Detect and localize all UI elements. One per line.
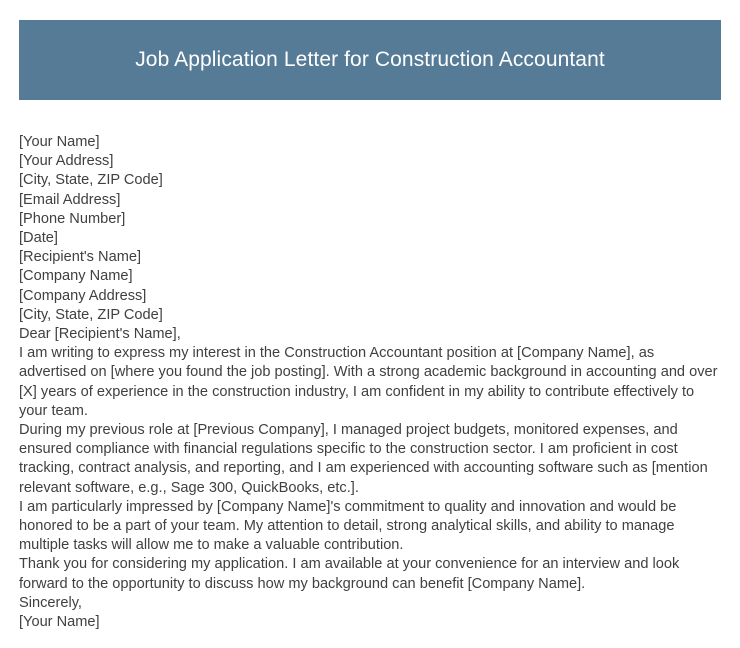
closing-salutation: Sincerely, xyxy=(19,594,82,611)
letter-body xyxy=(19,133,719,632)
letter-paragraph-3: I am particularly impressed by [Company Name]'s commitment to quality and innovation and would be honored to be a part of your team. My attention to detail, strong analytical skills, and ability to manage multiple tasks will allow me to make a valuable contribution. xyxy=(19,498,677,554)
sender-line-phone: [Phone Number] xyxy=(19,210,126,227)
signature-name: [Your Name] xyxy=(19,614,100,631)
sender-line-name: [Your Name] xyxy=(19,134,100,150)
sender-line-date: [Date] xyxy=(19,230,58,247)
signature-block xyxy=(19,594,719,632)
sender-line-city: [City, State, ZIP Code] xyxy=(19,172,163,189)
recipient-line-name: [Recipient's Name] xyxy=(19,249,142,266)
sender-address-block xyxy=(19,133,719,248)
recipient-line-address: [Company Address] xyxy=(19,287,147,304)
recipient-line-company: [Company Name] xyxy=(19,268,133,285)
letter-paragraph-1: I am writing to express my interest in the Construction Accountant position at [Company Name], as advertised on [where you found the job posting]. With a strong academic background in accounting and over [X] years of experience in the construction industry, I am confident in my ability to contribute effectively to your team. xyxy=(19,345,718,419)
sender-line-address: [Your Address] xyxy=(19,153,114,170)
letter-paragraph-2: During my previous role at [Previous Company], I managed project budgets, monitored expenses, and ensured compliance with financial regulations specific to the construction sector. I am proficient in cost tracking, contract analysis, and reporting, and I am experienced with accounting software such as [mention relevant software, e.g., Sage 300, QuickBooks, etc.]. xyxy=(19,422,708,496)
sender-line-email: [Email Address] xyxy=(19,191,121,208)
recipient-line-city: [City, State, ZIP Code] xyxy=(19,306,163,323)
salutation: Dear [Recipient's Name], xyxy=(19,326,181,343)
page-title: Job Application Letter for Construction Accountant xyxy=(135,48,605,71)
letter-paragraph-4: Thank you for considering my application. I am available at your convenience for an interview and look forward to the opportunity to discuss how my background can benefit [Company Name]. xyxy=(19,556,680,592)
recipient-address-block xyxy=(19,248,719,325)
letter-header-banner xyxy=(19,20,721,100)
